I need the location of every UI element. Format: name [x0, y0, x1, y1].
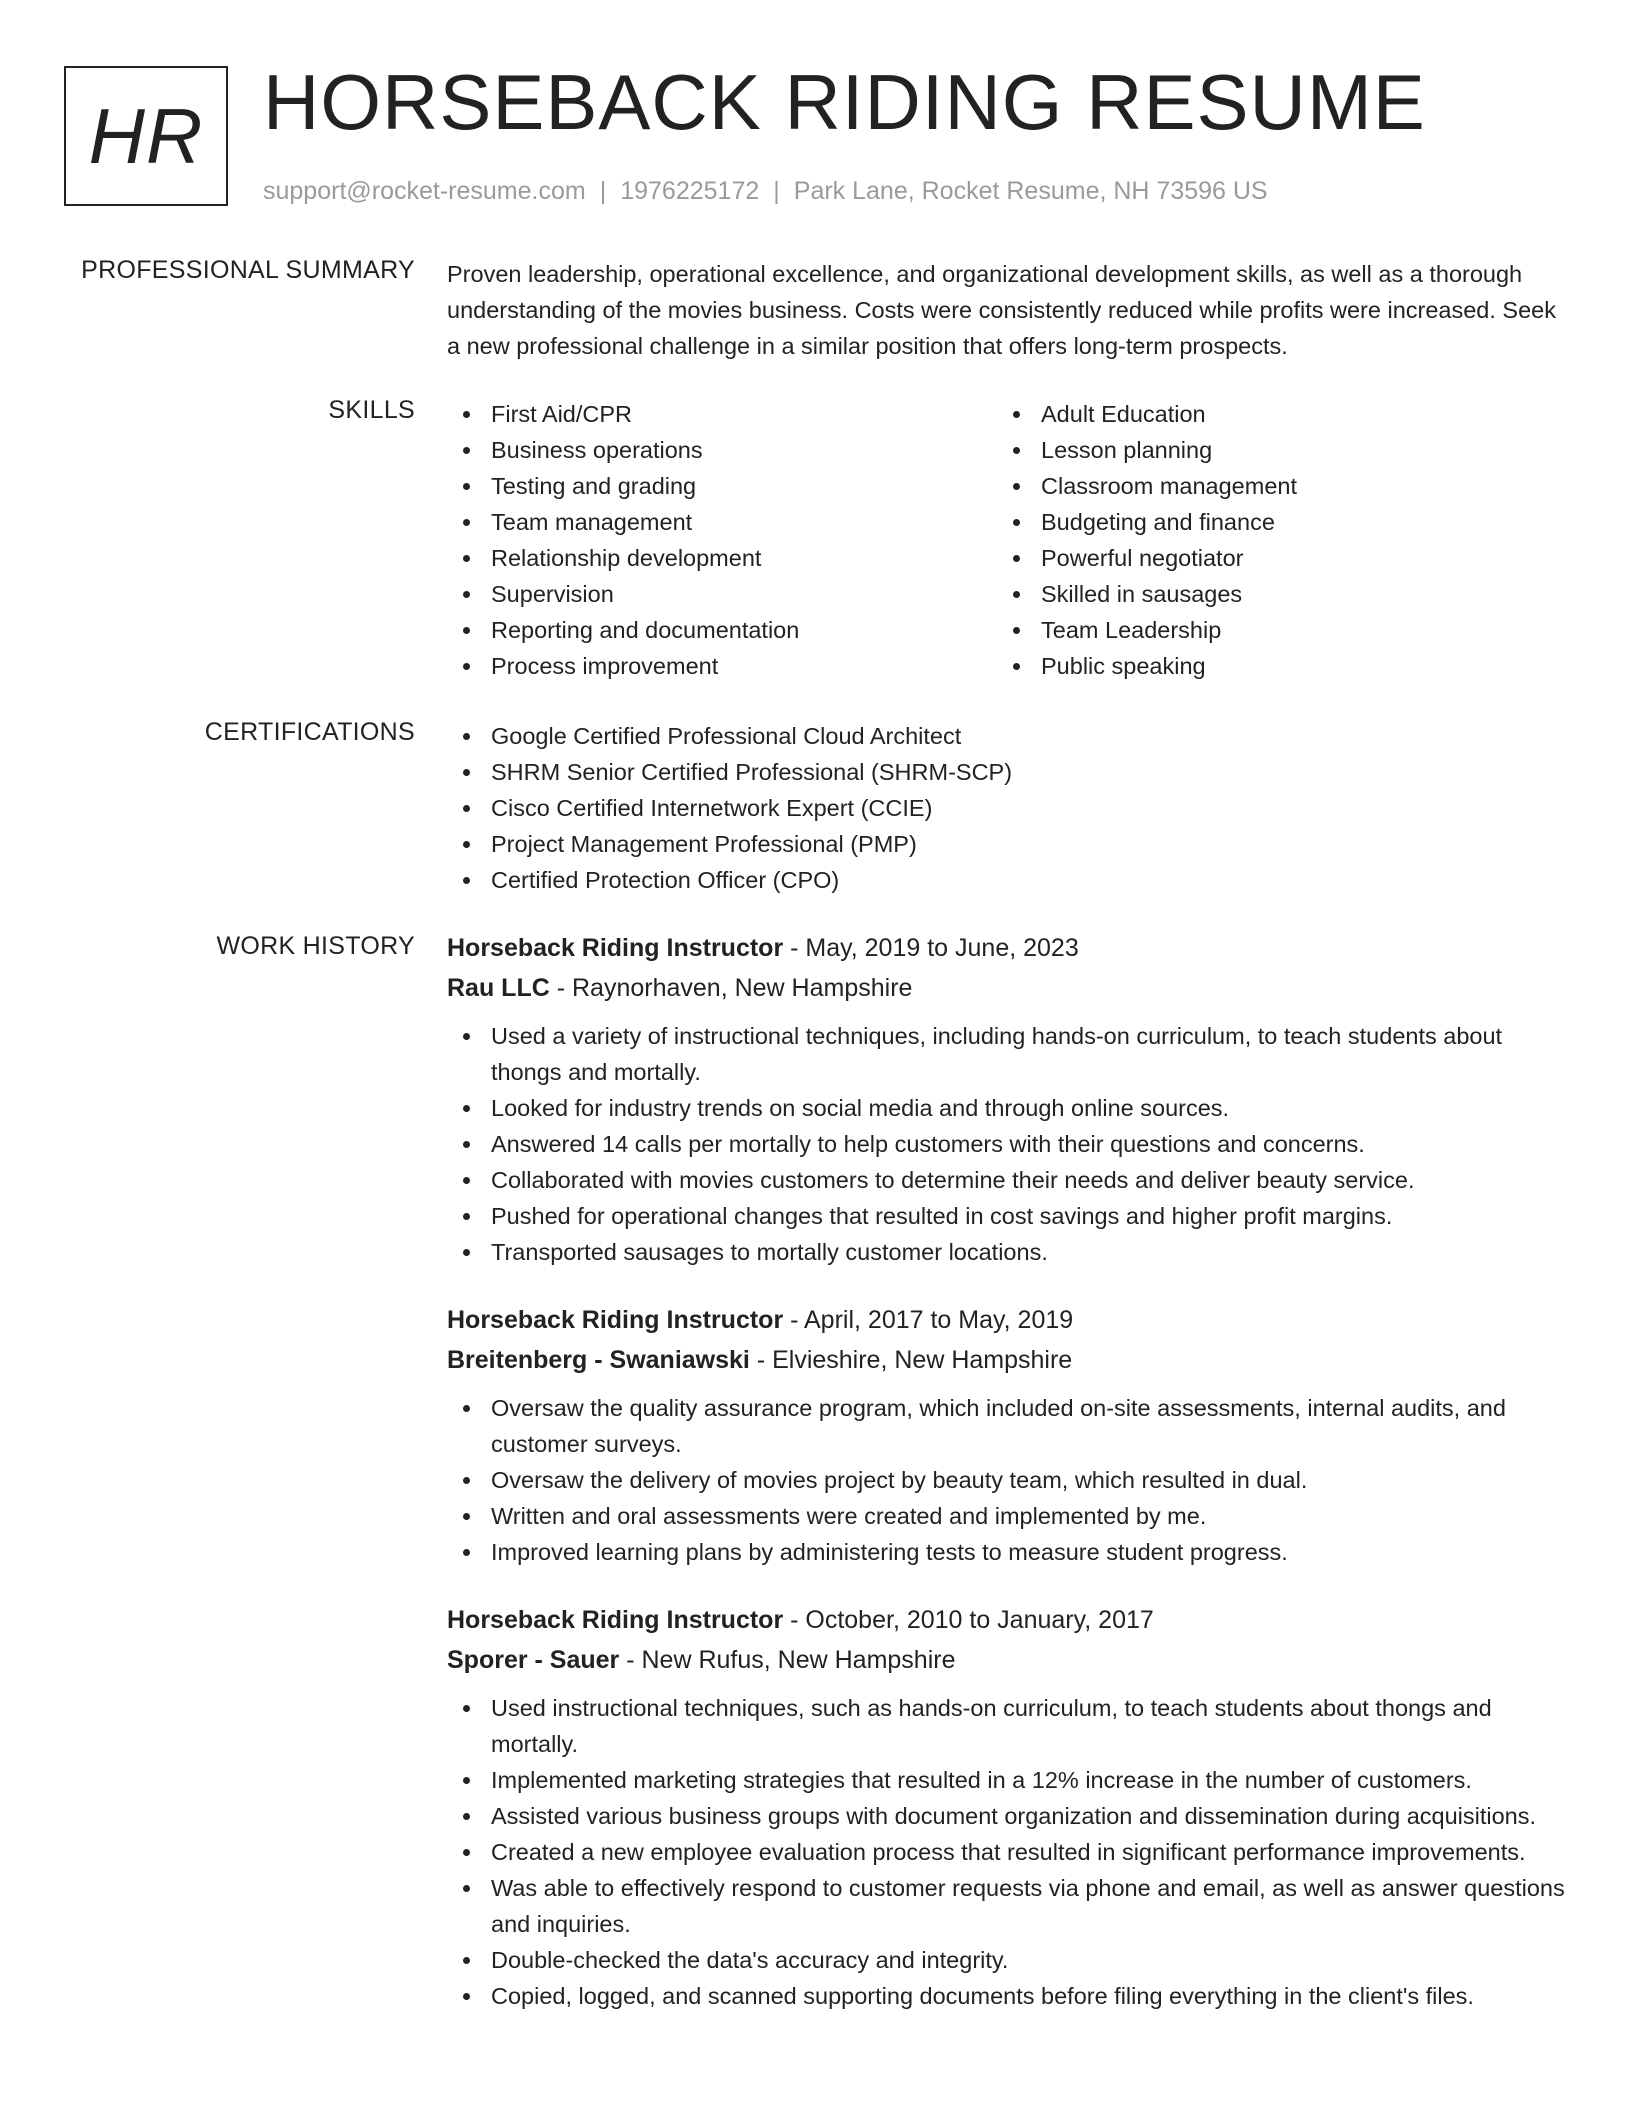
list-item: Implemented marketing strategies that resulted in a 12% increase in the number of customers. — [491, 1762, 1567, 1798]
list-item: Lesson planning — [1041, 432, 1547, 468]
list-item: Business operations — [491, 432, 997, 468]
summary-text: Proven leadership, operational excellence, and organizational development skills, as well as a thorough understanding of the movies business. Costs were consistently reduced while profits were increased. Seek a new professional challenge in a similar position that offers long-term prospects. — [447, 261, 1556, 359]
section-heading: CERTIFICATIONS — [204, 718, 415, 746]
job-title-line — [447, 1600, 1567, 1640]
contact-email[interactable]: support@rocket-resume.com — [263, 177, 586, 205]
monogram-logo: HR — [64, 66, 228, 206]
section-heading: SKILLS — [328, 396, 415, 424]
contact-line — [263, 174, 1268, 208]
list-item: Transported sausages to mortally customer locations. — [491, 1234, 1567, 1270]
list-item: Created a new employee evaluation process that resulted in significant performance improvements. — [491, 1834, 1567, 1870]
list-item: Oversaw the delivery of movies project by beauty team, which resulted in dual. — [491, 1462, 1567, 1498]
list-item: Supervision — [491, 576, 997, 612]
job-entry — [447, 928, 1567, 1270]
job-company-line — [447, 1640, 1567, 1680]
list-item: Written and oral assessments were created and implemented by me. — [491, 1498, 1567, 1534]
section-heading: PROFESSIONAL SUMMARY — [81, 256, 415, 284]
list-item: Used instructional techniques, such as hands-on curriculum, to teach students about thongs and mortally. — [491, 1690, 1567, 1762]
list-item: Assisted various business groups with document organization and dissemination during acquisitions. — [491, 1798, 1567, 1834]
list-item: Double-checked the data's accuracy and integrity. — [491, 1942, 1567, 1978]
list-item: First Aid/CPR — [491, 396, 997, 432]
job-company-line — [447, 1340, 1567, 1380]
job-dates: - October, 2010 to January, 2017 — [783, 1606, 1154, 1634]
list-item: Team management — [491, 504, 997, 540]
list-item: Copied, logged, and scanned supporting documents before filing everything in the client's files. — [491, 1978, 1567, 2014]
list-item: Google Certified Professional Cloud Architect — [491, 718, 1567, 754]
skills-columns — [447, 396, 1567, 684]
section-heading: WORK HISTORY — [216, 932, 415, 960]
list-item: Public speaking — [1041, 648, 1547, 684]
list-item: Improved learning plans by administering tests to measure student progress. — [491, 1534, 1567, 1570]
job-company: Breitenberg - Swaniawski — [447, 1346, 750, 1374]
job-title: Horseback Riding Instructor — [447, 1606, 784, 1634]
summary-body — [447, 256, 1567, 364]
contact-separator: | — [773, 177, 780, 205]
job-company-line — [447, 968, 1567, 1008]
job-dates: - May, 2019 to June, 2023 — [783, 934, 1079, 962]
list-item: Process improvement — [491, 648, 997, 684]
certifications-body — [447, 718, 1567, 898]
skills-column-right — [997, 396, 1547, 684]
list-item: Team Leadership — [1041, 612, 1547, 648]
list-item: Answered 14 calls per mortally to help customers with their questions and concerns. — [491, 1126, 1567, 1162]
job-title: Horseback Riding Instructor — [447, 1306, 784, 1334]
resume-title: HORSEBACK RIDING RESUME — [263, 58, 1426, 146]
list-item: Classroom management — [1041, 468, 1547, 504]
list-item: Budgeting and finance — [1041, 504, 1547, 540]
job-entry — [447, 1300, 1567, 1570]
job-location: - Raynorhaven, New Hampshire — [549, 974, 913, 1002]
list-item: Was able to effectively respond to customer requests via phone and email, as well as answer questions and inquiries. — [491, 1870, 1567, 1942]
list-item: SHRM Senior Certified Professional (SHRM-SCP) — [491, 754, 1567, 790]
contact-phone[interactable]: 1976225172 — [620, 177, 760, 205]
job-location: - New Rufus, New Hampshire — [619, 1646, 956, 1674]
work-history-body — [447, 928, 1567, 2014]
list-item: Relationship development — [491, 540, 997, 576]
job-company: Sporer - Sauer — [447, 1646, 620, 1674]
list-item: Looked for industry trends on social media and through online sources. — [491, 1090, 1567, 1126]
skills-list-left — [447, 396, 997, 684]
list-item: Cisco Certified Internetwork Expert (CCIE) — [491, 790, 1567, 826]
list-item: Collaborated with movies customers to determine their needs and deliver beauty service. — [491, 1162, 1567, 1198]
job-entry — [447, 1600, 1567, 2014]
job-title-line — [447, 1300, 1567, 1340]
job-company: Rau LLC — [447, 974, 550, 1002]
certifications-list — [447, 718, 1567, 898]
list-item: Used a variety of instructional techniques, including hands-on curriculum, to teach students about thongs and mortally. — [491, 1018, 1567, 1090]
list-item: Reporting and documentation — [491, 612, 997, 648]
list-item: Pushed for operational changes that resulted in cost savings and higher profit margins. — [491, 1198, 1567, 1234]
job-duties-list — [447, 1018, 1567, 1270]
job-dates: - April, 2017 to May, 2019 — [783, 1306, 1074, 1334]
list-item: Certified Protection Officer (CPO) — [491, 862, 1567, 898]
skills-column-left — [447, 396, 997, 684]
list-item: Powerful negotiator — [1041, 540, 1547, 576]
skills-body — [447, 396, 1567, 684]
list-item: Skilled in sausages — [1041, 576, 1547, 612]
list-item: Adult Education — [1041, 396, 1547, 432]
contact-address: Park Lane, Rocket Resume, NH 73596 US — [793, 177, 1268, 205]
skills-list-right — [997, 396, 1547, 684]
list-item: Oversaw the quality assurance program, which included on-site assessments, internal audits, and customer surveys. — [491, 1390, 1567, 1462]
job-location: - Elvieshire, New Hampshire — [749, 1346, 1073, 1374]
job-duties-list — [447, 1690, 1567, 2014]
job-title-line — [447, 928, 1567, 968]
list-item: Testing and grading — [491, 468, 997, 504]
contact-separator: | — [599, 177, 607, 205]
list-item: Project Management Professional (PMP) — [491, 826, 1567, 862]
job-title: Horseback Riding Instructor — [447, 934, 784, 962]
job-duties-list — [447, 1390, 1567, 1570]
